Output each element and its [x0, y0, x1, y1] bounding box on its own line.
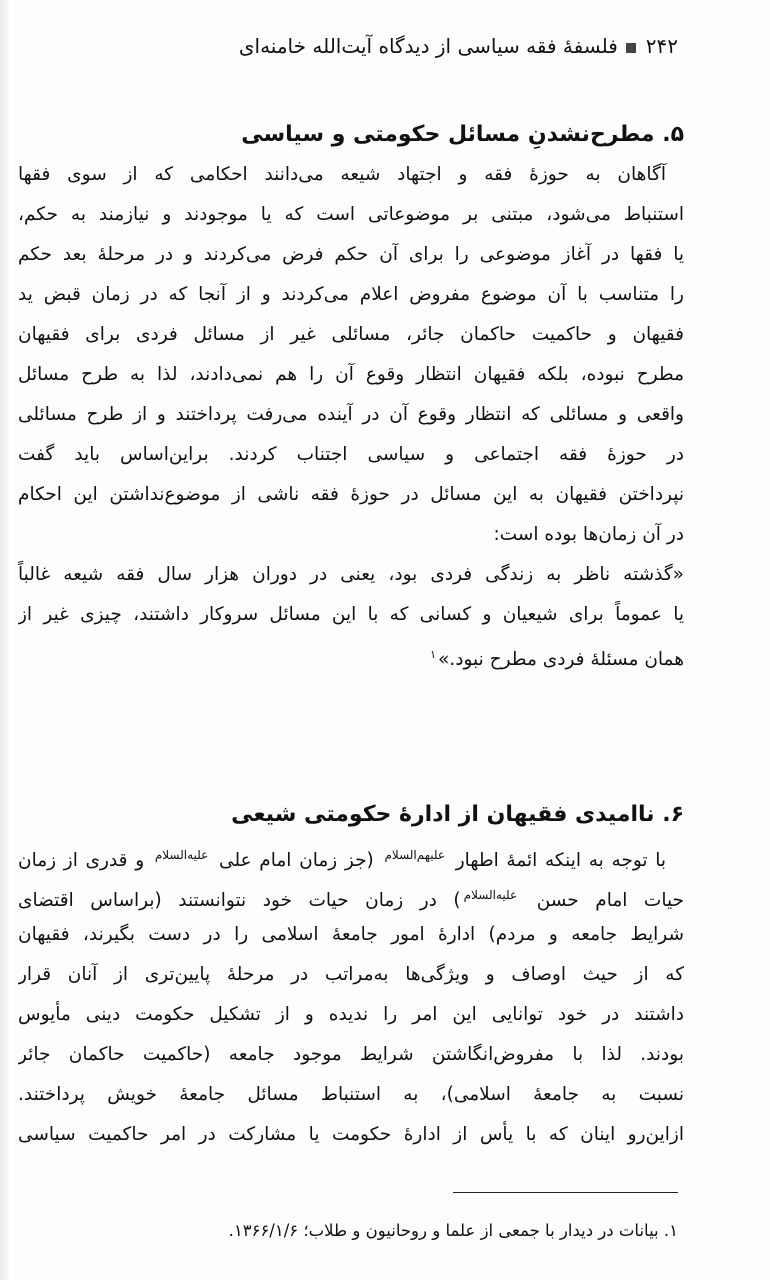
quote-line: «گذشته ناظر به زندگی فردی بود، یعنی در دوران هزار سال فقه شیعه غالباً — [18, 564, 684, 585]
paragraph-line: داشتند در خود توانایی این امر را ندیده و از تشکیل حکومت دینی مأیوس — [18, 1004, 684, 1025]
paragraph-line: در حوزهٔ فقه اجتماعی و سیاسی اجتناب کردند. براین‌اساس باید گفت — [18, 444, 684, 465]
quote-text: همان مسئلهٔ فردی مطرح نبود.» — [438, 649, 684, 671]
footnote-reference[interactable]: ۱ — [430, 648, 437, 661]
quote-line: یا عموماً برای شیعیان و کسانی که با این مسائل سروکار داشتند، چیزی غیر از — [18, 604, 684, 625]
section-heading: ۶. ناامیدی فقیهان از ادارهٔ حکومتی شیعی — [231, 802, 684, 827]
paragraph-line: ازاین‌رو اینان که با یأس از ادارهٔ حکومت یا مشارکت در امر حاکمیت سیاسی — [18, 1124, 684, 1145]
section-5 — [18, 115, 684, 675]
paragraph-line: واقعی و مسائلی که انتظار وقوع آن در آینده می‌رفت پرداختند و از طرح مسائلی — [18, 404, 684, 425]
paragraph-line: نپرداختن فقیهان به این مسائل در حوزهٔ فقه ناشی از موضوع‌نداشتن این احکام — [18, 484, 684, 505]
book-title: فلسفهٔ فقه سیاسی از دیدگاه آیت‌الله خامنه‌ای — [238, 34, 618, 58]
honorific-plural: علیهم‌السلام — [384, 848, 446, 862]
paragraph-line: نسبت به جامعهٔ اسلامی)، به استنباط مسائل جامعهٔ خویش پرداختند. — [18, 1084, 684, 1105]
text-run: با توجه به اینکه ائمهٔ اطهار — [455, 850, 667, 872]
section-6 — [18, 795, 684, 1155]
text-run: و قدری از زمان — [18, 850, 145, 872]
paragraph-line: فقیهان و حاکمیت حاکمان جائر، مسائلی غیر از مسائل فردی برای فقیهان — [18, 324, 684, 345]
text-run: حیات امام حسن — [536, 890, 684, 912]
paragraph-line: بودند. لذا با مفروض‌انگاشتن شرایط موجود جامعه (حاکمیت حاکمان جائر — [18, 1044, 684, 1065]
quote-line-last — [18, 635, 684, 675]
paragraph-line: در آن زمان‌ها بوده است: — [493, 524, 684, 545]
paragraph-line: شرایط جامعه و مردم) ادارهٔ امور جامعهٔ اسلامی را در دست بگیرند، فقیهان — [18, 924, 684, 945]
honorific-singular: علیه‌السلام — [463, 888, 518, 902]
running-header — [78, 28, 678, 64]
section-heading: ۵. مطرح‌نشدنِ مسائل حکومتی و سیاسی — [241, 122, 684, 147]
paragraph-line — [18, 835, 684, 875]
page-gutter-shadow — [0, 0, 10, 1280]
text-run: (جز زمان امام علی — [219, 850, 374, 872]
square-bullet-icon — [626, 43, 636, 53]
page-number: ۲۴۲ — [645, 34, 678, 58]
footnote: ۱. بیانات در دیدار با جمعی از علما و روحانیون و طلاب؛ ۱۳۶۶/۱/۶. — [228, 1221, 678, 1240]
paragraph-line — [18, 875, 684, 915]
paragraph-line: را متناسب با آن موضوع مفروض اعلام می‌کردند و از آنجا که در زمان قبض ید — [18, 284, 684, 305]
footnote-separator — [453, 1192, 678, 1193]
honorific-singular: علیه‌السلام — [154, 848, 209, 862]
paragraph-line: که از حیث اوصاف و ویژگی‌ها به‌مراتب در مرحلهٔ پایین‌تری از آنان قرار — [18, 964, 684, 985]
text-run: ) در زمان حیات خود نتوانستند (براساس اقتضای — [18, 890, 461, 912]
paragraph-line: آگاهان به حوزهٔ فقه و اجتهاد شیعه می‌دانند احکامی که از سوی فقها — [18, 164, 666, 185]
paragraph-line: یا فقها در آغاز موضوعی را برای آن حکم فرض می‌کردند و در مرحلهٔ بعد حکم — [18, 244, 684, 265]
paragraph-line: استنباط می‌شود، مبتنی بر موضوعاتی است که یا موجودند و نیازمند به حکم، — [18, 204, 684, 225]
paragraph-line: مطرح نبوده، بلکه فقیهان انتظار وقوع آن را هم نمی‌دادند، لذا به طرح مسائل — [18, 364, 684, 385]
